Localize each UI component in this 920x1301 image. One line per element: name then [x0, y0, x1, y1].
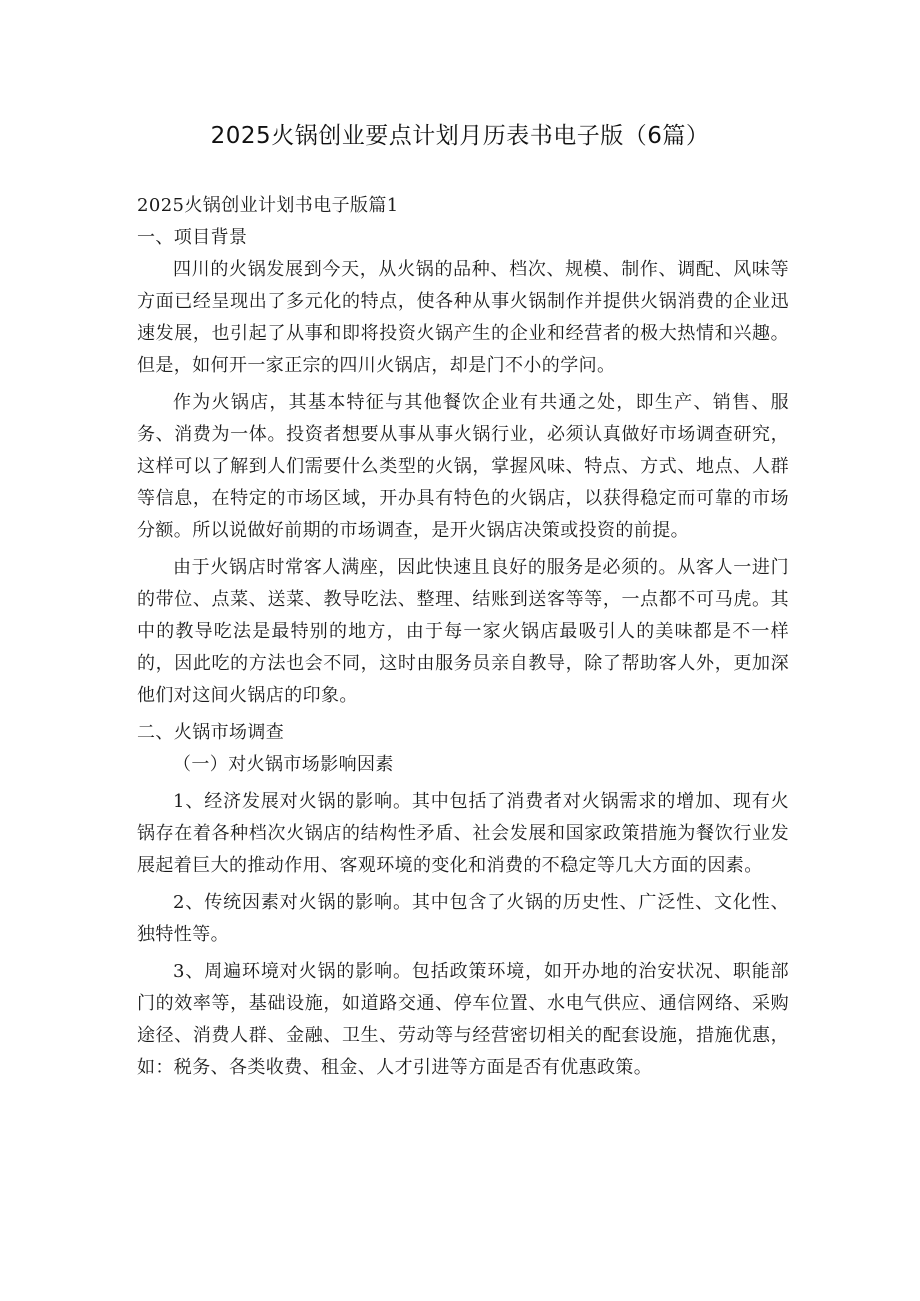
- heading-project-background: 一、项目背景: [137, 227, 248, 248]
- subheading-market-factors: （一）对火锅市场影响因素: [173, 754, 394, 775]
- paragraph-5: 2、传统因素对火锅的影响。其中包含了火锅的历史性、广泛性、文化性、独特性等。: [137, 892, 789, 945]
- paragraph-2: 作为火锅店，其基本特征与其他餐饮企业有共通之处，即生产、销售、服务、消费为一体。投资者想要从事从事火锅行业，必须认真做好市场调查研究，这样可以了解到人们需要什么类型的火锅，掌握风味、特点、方式、地点、人群等信息，在特定的市场区域，开办具有特色的火锅店，以获得稳定而可靠的市场分额。所以说做好前期的市场调查，是开火锅店决策或投资的前提。: [137, 392, 789, 541]
- paragraph-3: 由于火锅店时常客人满座，因此快速且良好的服务是必须的。从客人一进门的带位、点菜、送菜、教导吃法、整理、结账到送客等等，一点都不可马虎。其中的教导吃法是最特别的地方，由于每一家火锅店最吸引人的美味都是不一样的，因此吃的方法也会不同，这时由服务员亲自教导，除了帮助客人外，更加深他们对这间火锅店的印象。: [137, 557, 789, 706]
- paragraph-1: 四川的火锅发展到今天，从火锅的品种、档次、规模、制作、调配、风味等方面已经呈现出了多元化的特点，使各种从事火锅制作并提供火锅消费的企业迅速发展，也引起了从事和即将投资火锅产生的企业和经营者的极大热情和兴趣。但是，如何开一家正宗的四川火锅店，却是门不小的学问。: [137, 259, 789, 376]
- heading-market-survey: 二、火锅市场调查: [137, 722, 285, 743]
- paragraph-4: 1、经济发展对火锅的影响。其中包括了消费者对火锅需求的增加、现有火锅存在着各种档次火锅店的结构性矛盾、社会发展和国家政策措施为餐饮行业发展起着巨大的推动作用、客观环境的变化和消费的不稳定等几大方面的因素。: [137, 791, 789, 876]
- section-heading: 2025火锅创业计划书电子版篇1: [137, 195, 399, 216]
- document-title: 2025火锅创业要点计划月历表书电子版（6篇）: [210, 123, 710, 149]
- document-body: [137, 190, 789, 1084]
- paragraph-6: 3、周遍环境对火锅的影响。包括政策环境，如开办地的治安状况、职能部门的效率等，基础设施，如道路交通、停车位置、水电气供应、通信网络、采购途径、消费人群、金融、卫生、劳动等与经营密切相关的配套设施，措施优惠，如：税务、各类收费、租金、人才引进等方面是否有优惠政策。: [137, 961, 789, 1078]
